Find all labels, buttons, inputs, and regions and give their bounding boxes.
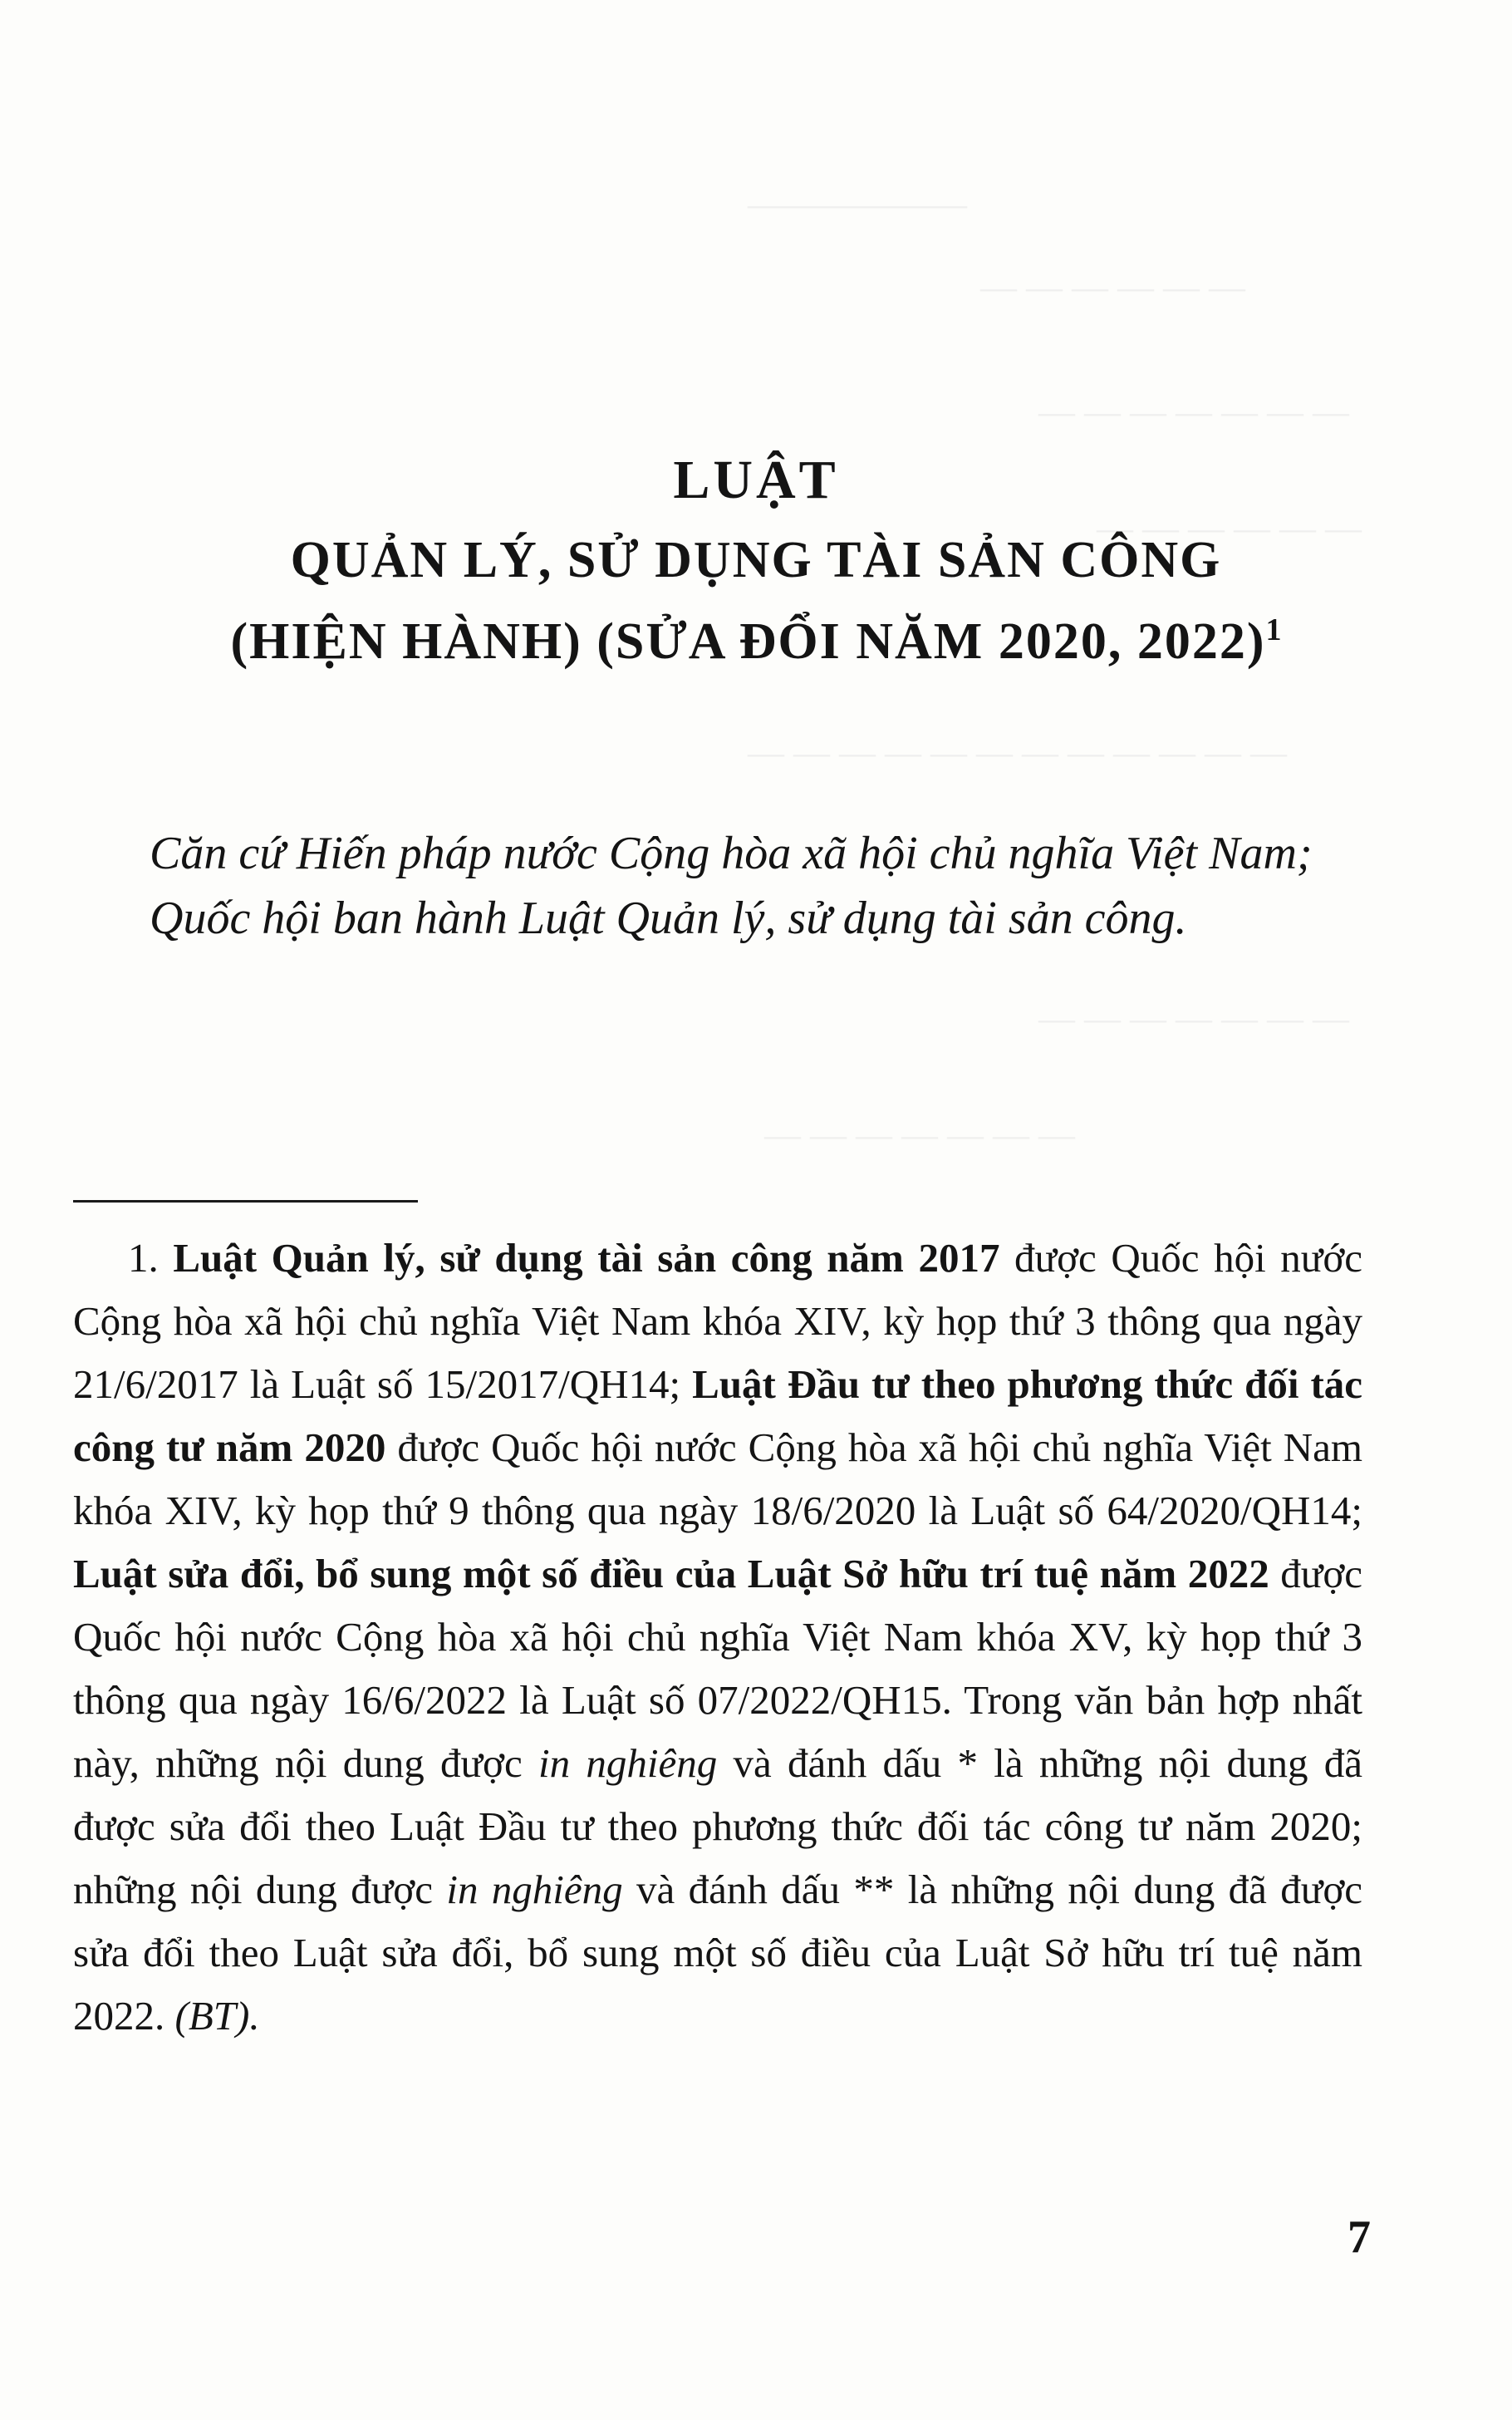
footnote-editor-note: (BT). (174, 1993, 260, 2039)
bleed-through-text: — — — — — — (1097, 508, 1362, 548)
footnote-divider (73, 1200, 418, 1203)
footnote-italic-term: in nghiêng (446, 1867, 623, 1912)
document-subtitle-line-2 (108, 614, 1404, 694)
document-subtitle-line-1: QUẢN LÝ, SỬ DỤNG TÀI SẢN CÔNG (290, 532, 1222, 588)
footnote-text: được Quốc hội nước Cộng hòa xã hội chủ nghĩa Việt Nam khóa XV, kỳ họp thứ 3 thông qua ngày 16/6/2022 là Luật số 07/2022/QH15. Trong văn bản hợp nhất này, những nội dung được (73, 1551, 1363, 1786)
footnote-law-2020: Luật Đầu tư theo phương thức đối tác công tư năm 2020 (73, 1361, 1363, 1470)
footnote-italic-term: in nghiêng (538, 1740, 718, 1786)
footnote-number: 1. (128, 1235, 159, 1281)
bleed-through-text: — — — — — — — — — — — — (748, 732, 1287, 773)
footnote-law-2017: Luật Quản lý, sử dụng tài sản công năm 2017 (173, 1235, 1000, 1281)
bleed-through-text: — — — — — — — (764, 1114, 1075, 1155)
footnote-text: được Quốc hội nước Cộng hòa xã hội chủ nghĩa Việt Nam khóa XIV, kỳ họp thứ 9 thông qua ngày 18/6/2020 là Luật số 64/2020/QH14; (73, 1424, 1363, 1533)
footnote-paragraph (73, 1227, 1362, 2048)
footnote-text: và đánh dấu * là những nội dung đã được sửa đổi theo Luật Đầu tư theo phương thức đối tác công tư năm 2020; những nội dung được (73, 1740, 1363, 1912)
footnote-law-2022: Luật sửa đổi, bổ sung một số điều của Luật Sở hữu trí tuệ năm 2022 (73, 1551, 1269, 1596)
bleed-through-text: — — — — — — — (1038, 998, 1349, 1039)
preamble-line-constitution: Căn cứ Hiến pháp nước Cộng hòa xã hội chủ nghĩa Việt Nam; (150, 828, 1313, 879)
bleed-through-text: —————— (748, 184, 967, 224)
page-number: 7 (1348, 2211, 1371, 2263)
footnote-marker: 1 (1265, 612, 1282, 647)
preamble-line-enactment: Quốc hội ban hành Luật Quản lý, sử dụng tài sản công. (150, 893, 1187, 944)
bleed-through-text: — — — — — — (980, 267, 1245, 307)
subtitle-line-2-text: (HIỆN HÀNH) (SỬA ĐỔI NĂM 2020, 2022) (230, 613, 1266, 670)
preamble (83, 821, 1379, 951)
footnote-text: và đánh dấu ** là những nội dung đã được sửa đổi theo Luật sửa đổi, bổ sung một số điều của Luật Sở hữu trí tuệ năm 2022. (73, 1867, 1363, 2039)
footnote-text: được Quốc hội nước Cộng hòa xã hội chủ nghĩa Việt Nam khóa XIV, kỳ họp thứ 3 thông qua ngày 21/6/2017 là Luật số 15/2017/QH14; (73, 1235, 1363, 1407)
law-title-block (108, 450, 1404, 694)
bleed-through-text: — — — — — — — (1038, 391, 1349, 432)
footnote (73, 1227, 1362, 2048)
document-title: LUẬT (673, 450, 839, 510)
